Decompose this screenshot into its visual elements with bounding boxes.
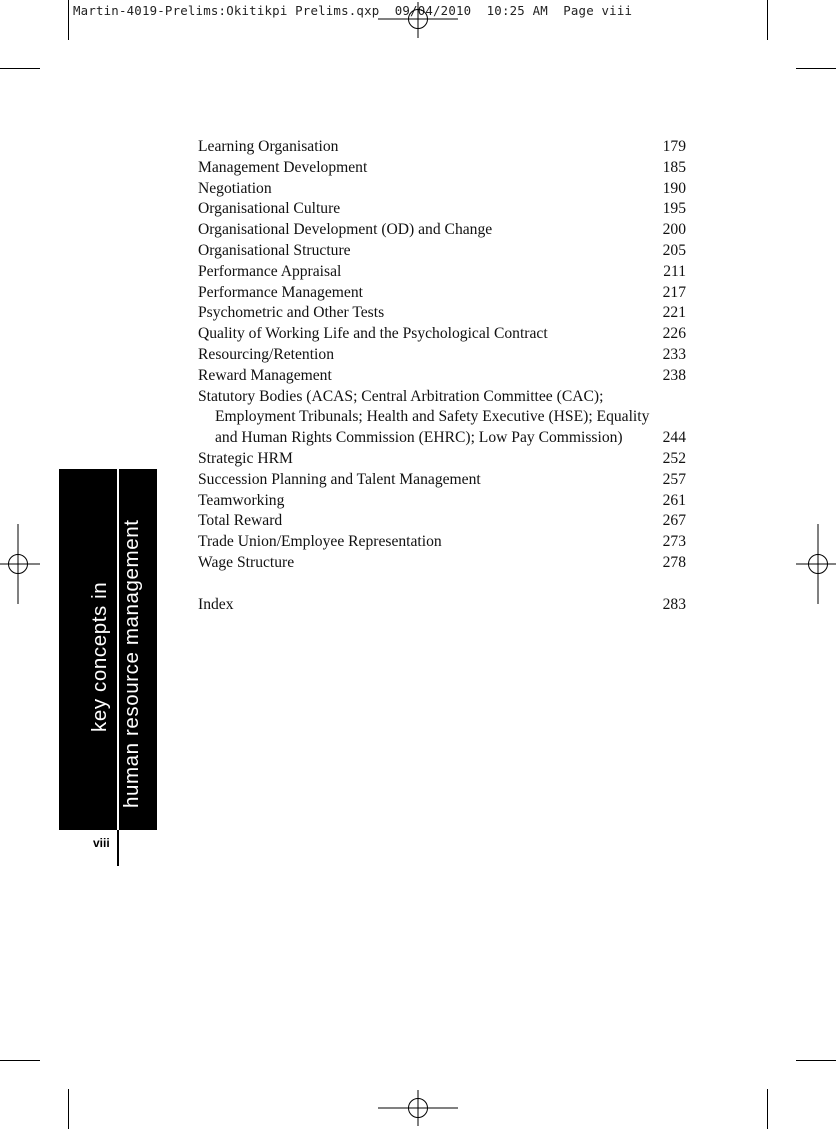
toc-entry-title: Quality of Working Life and the Psychological Contract	[198, 325, 548, 343]
toc-entry-title: Trade Union/Employee Representation	[198, 533, 442, 551]
toc-entry-page: 200	[662, 221, 686, 239]
crop-mark-top-left-vertical	[68, 0, 69, 40]
toc-entry-page: 195	[662, 200, 686, 218]
toc-entry-title: Negotiation	[198, 179, 272, 197]
toc-entry	[198, 262, 686, 283]
toc-entry-page: 257	[662, 470, 686, 488]
toc-entry-title: Management Development	[198, 158, 368, 176]
toc-entry-title: Performance Management	[198, 283, 363, 301]
toc-entry-page: 211	[663, 262, 686, 280]
toc-entry-title: Reward Management	[198, 366, 332, 384]
toc-spacer	[198, 574, 686, 595]
toc-entry-page: 185	[662, 158, 686, 176]
crop-mark-bottom-right-horizontal	[796, 1060, 836, 1061]
toc-entry	[198, 491, 686, 512]
crop-mark-bottom-left-horizontal	[0, 1060, 40, 1061]
side-tab-divider	[117, 469, 119, 866]
toc-entry-title: Performance Appraisal	[198, 262, 342, 280]
toc-entry	[198, 283, 686, 304]
toc-entry	[198, 324, 686, 345]
registration-mark-bottom	[378, 1090, 458, 1126]
folio-rule	[117, 830, 119, 866]
toc-entry-title: Organisational Development (OD) and Change	[198, 221, 493, 239]
toc-entry-page: 217	[662, 283, 686, 301]
toc-entry-page: 233	[662, 345, 686, 363]
toc-entry-page: 283	[662, 595, 686, 613]
toc-entry	[198, 345, 686, 366]
toc-entry	[198, 553, 686, 574]
toc-entry-title: Learning Organisation	[198, 138, 339, 155]
registration-mark-right	[796, 524, 836, 604]
toc-entry	[198, 137, 686, 158]
crop-mark-bottom-left-vertical	[68, 1089, 69, 1129]
toc-entry-page: 179	[662, 138, 686, 155]
toc-entry-title: Psychometric and Other Tests	[198, 304, 385, 322]
side-tab-title-line-1: key concepts in	[88, 581, 111, 732]
toc-entry	[198, 199, 686, 220]
toc-entry	[198, 387, 686, 449]
toc-entry-title: Statutory Bodies (ACAS; Central Arbitration Committee (CAC); Employment Tribunals; Health and Safety Executive (HSE); Equality and Human Rights Commission (EHRC); Low Pay Commission)	[198, 387, 650, 447]
toc-entry-page: 238	[662, 366, 686, 384]
table-of-contents	[198, 137, 686, 616]
toc-entry	[198, 220, 686, 241]
toc-entry-page: 226	[662, 325, 686, 343]
toc-entry-index	[198, 595, 686, 616]
toc-entry	[198, 470, 686, 491]
crop-mark-bottom-right-vertical	[767, 1089, 768, 1129]
printer-slug-line: Martin-4019-Prelims:Okitikpi Prelims.qxp 09/04/2010 10:25 AM Page viii	[73, 3, 633, 18]
toc-entry	[198, 532, 686, 553]
toc-entry-page: 252	[662, 449, 686, 467]
toc-entry-page: 190	[662, 179, 686, 197]
toc-entry-title: Teamworking	[198, 491, 285, 509]
toc-entry-page: 221	[662, 304, 686, 322]
crop-mark-top-left-horizontal	[0, 68, 40, 69]
toc-entry-title: Strategic HRM	[198, 449, 293, 467]
toc-entry	[198, 158, 686, 179]
toc-entry	[198, 241, 686, 262]
toc-entry	[198, 303, 686, 324]
side-tab-title-line-2: human resource management	[120, 519, 143, 808]
toc-entry-page: 273	[662, 533, 686, 551]
registration-mark-left	[0, 524, 40, 604]
toc-entry-title: Succession Planning and Talent Management	[198, 470, 481, 488]
toc-entry	[198, 366, 686, 387]
crop-mark-top-right-vertical	[767, 0, 768, 40]
toc-entry-page: 244	[662, 429, 686, 447]
toc-entry	[198, 449, 686, 470]
toc-entry-title: Wage Structure	[198, 553, 295, 571]
page-number: viii	[93, 836, 110, 850]
toc-entry-title: Organisational Culture	[198, 200, 341, 218]
toc-entry-title: Total Reward	[198, 512, 283, 530]
toc-entry	[198, 179, 686, 200]
toc-entry-title: Organisational Structure	[198, 241, 351, 259]
toc-entry-page: 261	[662, 491, 686, 509]
toc-entry-page: 278	[662, 553, 686, 571]
registration-mark-top	[378, 2, 458, 38]
crop-mark-top-right-horizontal	[796, 68, 836, 69]
toc-entry-title: Index	[198, 595, 234, 613]
toc-entry-title: Resourcing/Retention	[198, 345, 334, 363]
toc-entry-page: 205	[662, 241, 686, 259]
toc-entry-page: 267	[662, 512, 686, 530]
toc-entry	[198, 511, 686, 532]
